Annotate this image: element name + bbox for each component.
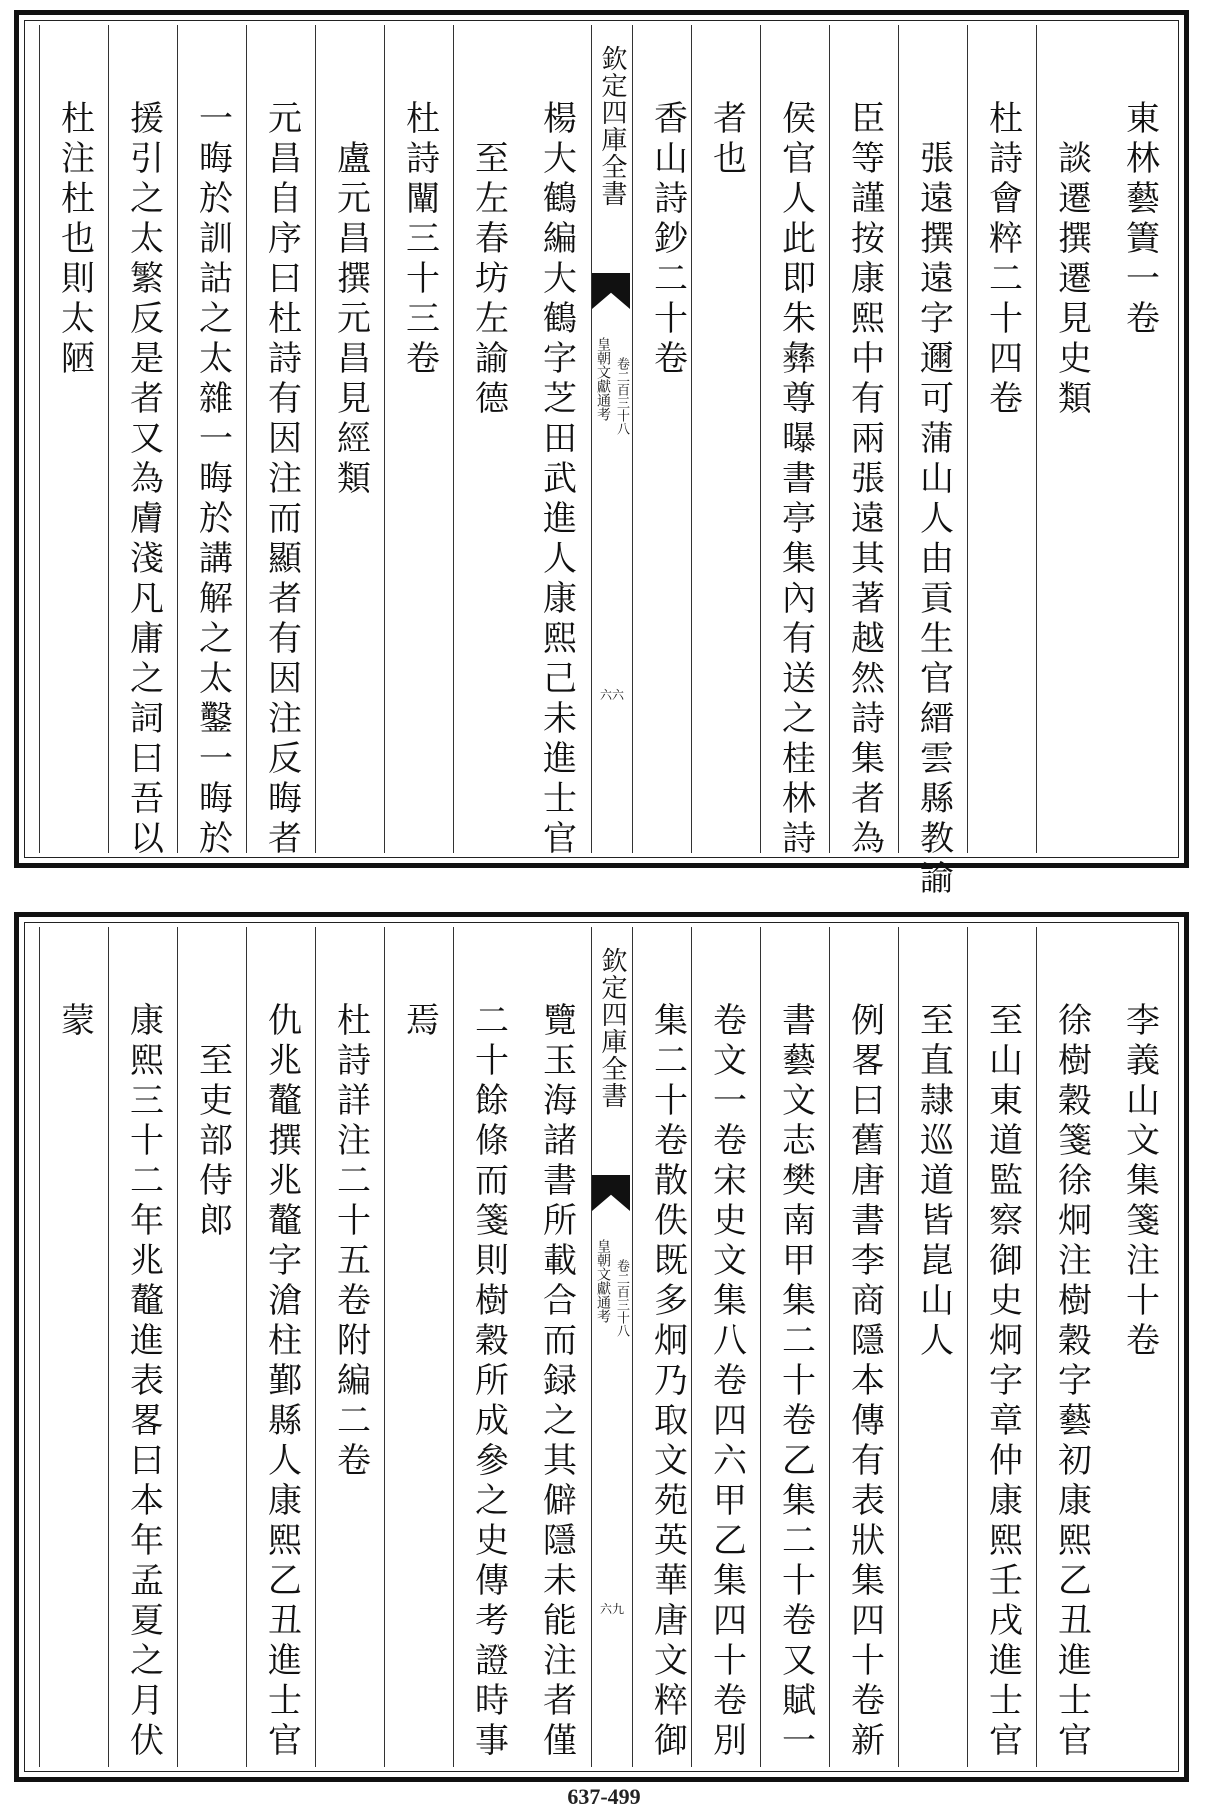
column-text: 談遷撰遷見史類 bbox=[1051, 140, 1092, 420]
column-13 bbox=[246, 927, 316, 1767]
column-14 bbox=[177, 25, 247, 860]
column-12 bbox=[315, 927, 385, 1767]
column-text: 康熙三十二年兆鼇進表畧曰本年孟夏之月伏 bbox=[123, 1002, 164, 1762]
column-text: 卷文一卷宋史文集八卷四六甲乙集四十卷別 bbox=[706, 1002, 747, 1762]
column-8 bbox=[632, 927, 702, 1767]
column-11 bbox=[384, 927, 454, 1767]
centre-fold bbox=[591, 927, 633, 1767]
column-11 bbox=[384, 25, 454, 853]
column-5 bbox=[829, 927, 899, 1767]
column-text: 臣等謹按康熙中有兩張遠其著越然詩集者為 bbox=[844, 100, 885, 860]
column-9 bbox=[522, 927, 591, 1767]
column-text: 侯官人此即朱彝尊曝書亭集內有送之桂林詩 bbox=[775, 100, 816, 860]
column-text: 元昌自序曰杜詩有因注而顯者有因注反晦者 bbox=[261, 100, 302, 860]
column-text: 至山東道監察御史炯字章仲康熙壬戌進士官 bbox=[982, 1002, 1023, 1762]
book-title: 欽定四庫全書 bbox=[597, 947, 627, 1109]
volume-number: 卷二百三十八 bbox=[614, 357, 629, 435]
column-15 bbox=[108, 927, 178, 1767]
fish-tail-mark bbox=[592, 273, 630, 309]
column-3 bbox=[967, 927, 1037, 1767]
column-text: 徐樹穀箋徐炯注樹穀字藝初康熙乙丑進士官 bbox=[1051, 1002, 1092, 1762]
column-9 bbox=[522, 25, 591, 860]
column-text: 東林藝簀一卷 bbox=[1119, 100, 1160, 340]
column-text: 援引之太繁反是者又為膚淺凡庸之詞曰吾以 bbox=[123, 100, 164, 860]
leaf-number: 六六 bbox=[599, 688, 625, 702]
column-4 bbox=[898, 25, 968, 900]
top-page bbox=[14, 10, 1189, 900]
volume-number: 卷二百三十八 bbox=[614, 1259, 629, 1337]
column-text: 香山詩鈔二十卷 bbox=[647, 100, 688, 380]
column-6 bbox=[760, 927, 830, 1767]
column-3 bbox=[967, 25, 1037, 853]
column-14 bbox=[177, 927, 247, 1767]
column-text: 張遠撰遠字邇可蒲山人由貢生官縉雲縣教諭 bbox=[913, 140, 954, 900]
column-5 bbox=[829, 25, 899, 860]
column-text: 杜詩詳注二十五卷附編二卷 bbox=[330, 1002, 371, 1482]
column-15 bbox=[108, 25, 178, 860]
column-text: 例畧曰舊唐書李商隱本傳有表狀集四十卷新 bbox=[844, 1002, 885, 1762]
column-text: 覽玉海諸書所載合而録之其僻隱未能注者僅 bbox=[536, 1002, 577, 1762]
column-text: 書藝文志樊南甲集二十卷乙集二十卷又賦一 bbox=[775, 1002, 816, 1762]
column-text: 者也 bbox=[706, 100, 747, 180]
column-text: 楊大鶴編大鶴字芝田武進人康熙己未進士官 bbox=[536, 100, 577, 860]
column-2 bbox=[1036, 927, 1106, 1767]
column-text: 蒙 bbox=[54, 1002, 95, 1042]
column-text: 二十餘條而箋則樹穀所成參之史傳考證時事 bbox=[468, 1002, 509, 1762]
column-text: 至直隷巡道皆崑山人 bbox=[913, 1002, 954, 1362]
top-page-columns bbox=[29, 25, 1174, 900]
column-text: 仇兆鼇撰兆鼇字滄柱鄞縣人康熙乙丑進士官 bbox=[261, 1002, 302, 1762]
bottom-page bbox=[14, 912, 1189, 1782]
column-text: 至吏部侍郎 bbox=[192, 1042, 233, 1242]
source-title: 皇朝文獻通考 bbox=[595, 337, 611, 421]
column-16 bbox=[39, 25, 109, 853]
column-4 bbox=[898, 927, 968, 1767]
leaf-number: 六九 bbox=[599, 1602, 625, 1616]
source-title: 皇朝文獻通考 bbox=[595, 1239, 611, 1323]
column-text: 李義山文集箋注十卷 bbox=[1119, 1002, 1160, 1362]
column-16 bbox=[39, 927, 109, 1767]
centre-fold bbox=[591, 25, 633, 853]
column-text: 集二十卷散佚既多炯乃取文苑英華唐文粹御 bbox=[647, 1002, 688, 1762]
column-13 bbox=[246, 25, 316, 860]
column-text: 杜注杜也則太陋 bbox=[54, 100, 95, 380]
fish-tail-mark bbox=[592, 1175, 630, 1211]
column-text: 杜詩會粹二十四卷 bbox=[982, 100, 1023, 420]
column-text: 焉 bbox=[399, 1002, 440, 1042]
column-10 bbox=[453, 927, 523, 1767]
column-6 bbox=[760, 25, 830, 860]
column-text: 盧元昌撰元昌見經類 bbox=[330, 140, 371, 500]
column-10 bbox=[453, 25, 523, 853]
column-text: 一晦於訓詁之太雜一晦於講解之太鑿一晦於 bbox=[192, 100, 233, 860]
column-1 bbox=[1105, 927, 1174, 1767]
column-1 bbox=[1105, 25, 1174, 853]
column-8 bbox=[632, 25, 702, 853]
page-reference: 637-499 bbox=[567, 1784, 641, 1809]
column-text: 杜詩闡三十三卷 bbox=[399, 100, 440, 380]
bottom-page-columns bbox=[29, 927, 1174, 1767]
book-title: 欽定四庫全書 bbox=[597, 45, 627, 207]
column-12 bbox=[315, 25, 385, 853]
column-text: 至左春坊左諭德 bbox=[468, 140, 509, 420]
column-2 bbox=[1036, 25, 1106, 853]
